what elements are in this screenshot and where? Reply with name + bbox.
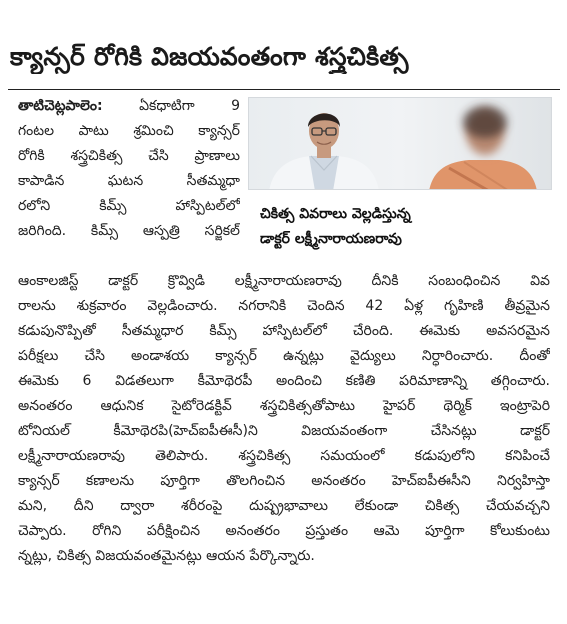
body-line: ఈమెకు 6 విడతలుగా కీమోథెరపీ అందించి కణితి పరిమాణాన్ని తగ్గించారు.: [18, 373, 550, 389]
caption-line: చికిత్స వివరాలు వెల్లడిస్తున్న: [260, 206, 411, 222]
body-line: గంటల పాటు శ్రమించి క్యాన్సర్: [18, 123, 240, 139]
body-line: [18, 94, 240, 119]
body-line: కడుపునొప్పితో సీతమ్మధార కిమ్స్ హాస్పిటల్‌లో చేరింది. ఈమెకు అవసరమైన: [18, 323, 550, 339]
body-line: జరిగింది. కిమ్స్ ఆస్పత్రి సర్జికల్: [18, 223, 240, 239]
body-line: అనంతరం ఆధునిక సైటోరెడక్టివ్ శస్త్రచికిత్సతోపాటు హైపర్ థెర్మిక్ ఇంట్రాపెరి: [18, 398, 550, 414]
body-line: కాపాడిన ఘటన సీతమ్మధా: [18, 173, 240, 189]
body-line: చెప్పారు. రోగిని పరీక్షించిన అనంతరం ప్రస్తుతం ఆమె పూర్తిగా కోలుకుంటు: [18, 523, 550, 539]
article-body-main: [18, 269, 550, 569]
dateline: తాటిచెట్లపాలెం:: [18, 98, 103, 114]
body-line: క్యాన్సర్ కణాలను పూర్తిగా తొలగించిన అనంతరం హెచ్‌ఐపీఈసీని నిర్వహిస్తా: [18, 473, 550, 489]
body-line: రలోని కిమ్స్ హాస్పిటల్‌లో: [18, 198, 240, 214]
article-photo: [248, 97, 552, 190]
article-headline: క్యాన్సర్ రోగికి విజయవంతంగా శస్త్రచికిత్స: [10, 42, 409, 71]
photo-caption: [250, 202, 550, 252]
headline-divider: [8, 89, 560, 90]
body-line: రోగికి శస్త్రచికిత్స చేసి ప్రాణాలు: [18, 148, 240, 164]
body-line-text: ఏకధాటిగా 9: [102, 98, 240, 114]
caption-line: డాక్టర్ లక్ష్మీనారాయణరావు: [260, 231, 402, 247]
body-line: లక్ష్మీనారాయణరావు తెలిపారు. శస్త్రచికిత్స సమయంలో కడుపులోని కనిపించే: [18, 448, 550, 464]
body-line: పరీక్షలు చేసి అండాశయ క్యాన్సర్ ఉన్నట్లు వైద్యులు నిర్ధారించారు. దీంతో: [18, 348, 550, 364]
body-line: రాలను శుక్రవారం వెల్లడించారు. నగరానికి చెందిన 42 ఏళ్ల గృహిణి తీవ్రమైన: [18, 298, 550, 314]
body-line: న్నట్లు, చికిత్స విజయవంతమైనట్లు ఆయన పేర్కొన్నారు.: [18, 548, 315, 564]
body-line: టోనియల్ కీమోథెరపి(హెచ్‌ఐపీఈసీ)ని విజయవంతంగా చేసినట్లు డాక్టర్: [18, 423, 550, 439]
photo-illustration: [249, 98, 552, 190]
body-line: ఆంకాలజిస్ట్ డాక్టర్ క్రొవ్విడి లక్ష్మీనారాయణరావు దీనికి సంబంధించిన వివ: [18, 273, 550, 289]
body-line: మని, దీని ద్వారా శరీరంపై దుష్ప్రభావాలు లేకుండా చికిత్స చేయవచ్చని: [18, 498, 550, 514]
article-body-intro: [18, 94, 240, 244]
